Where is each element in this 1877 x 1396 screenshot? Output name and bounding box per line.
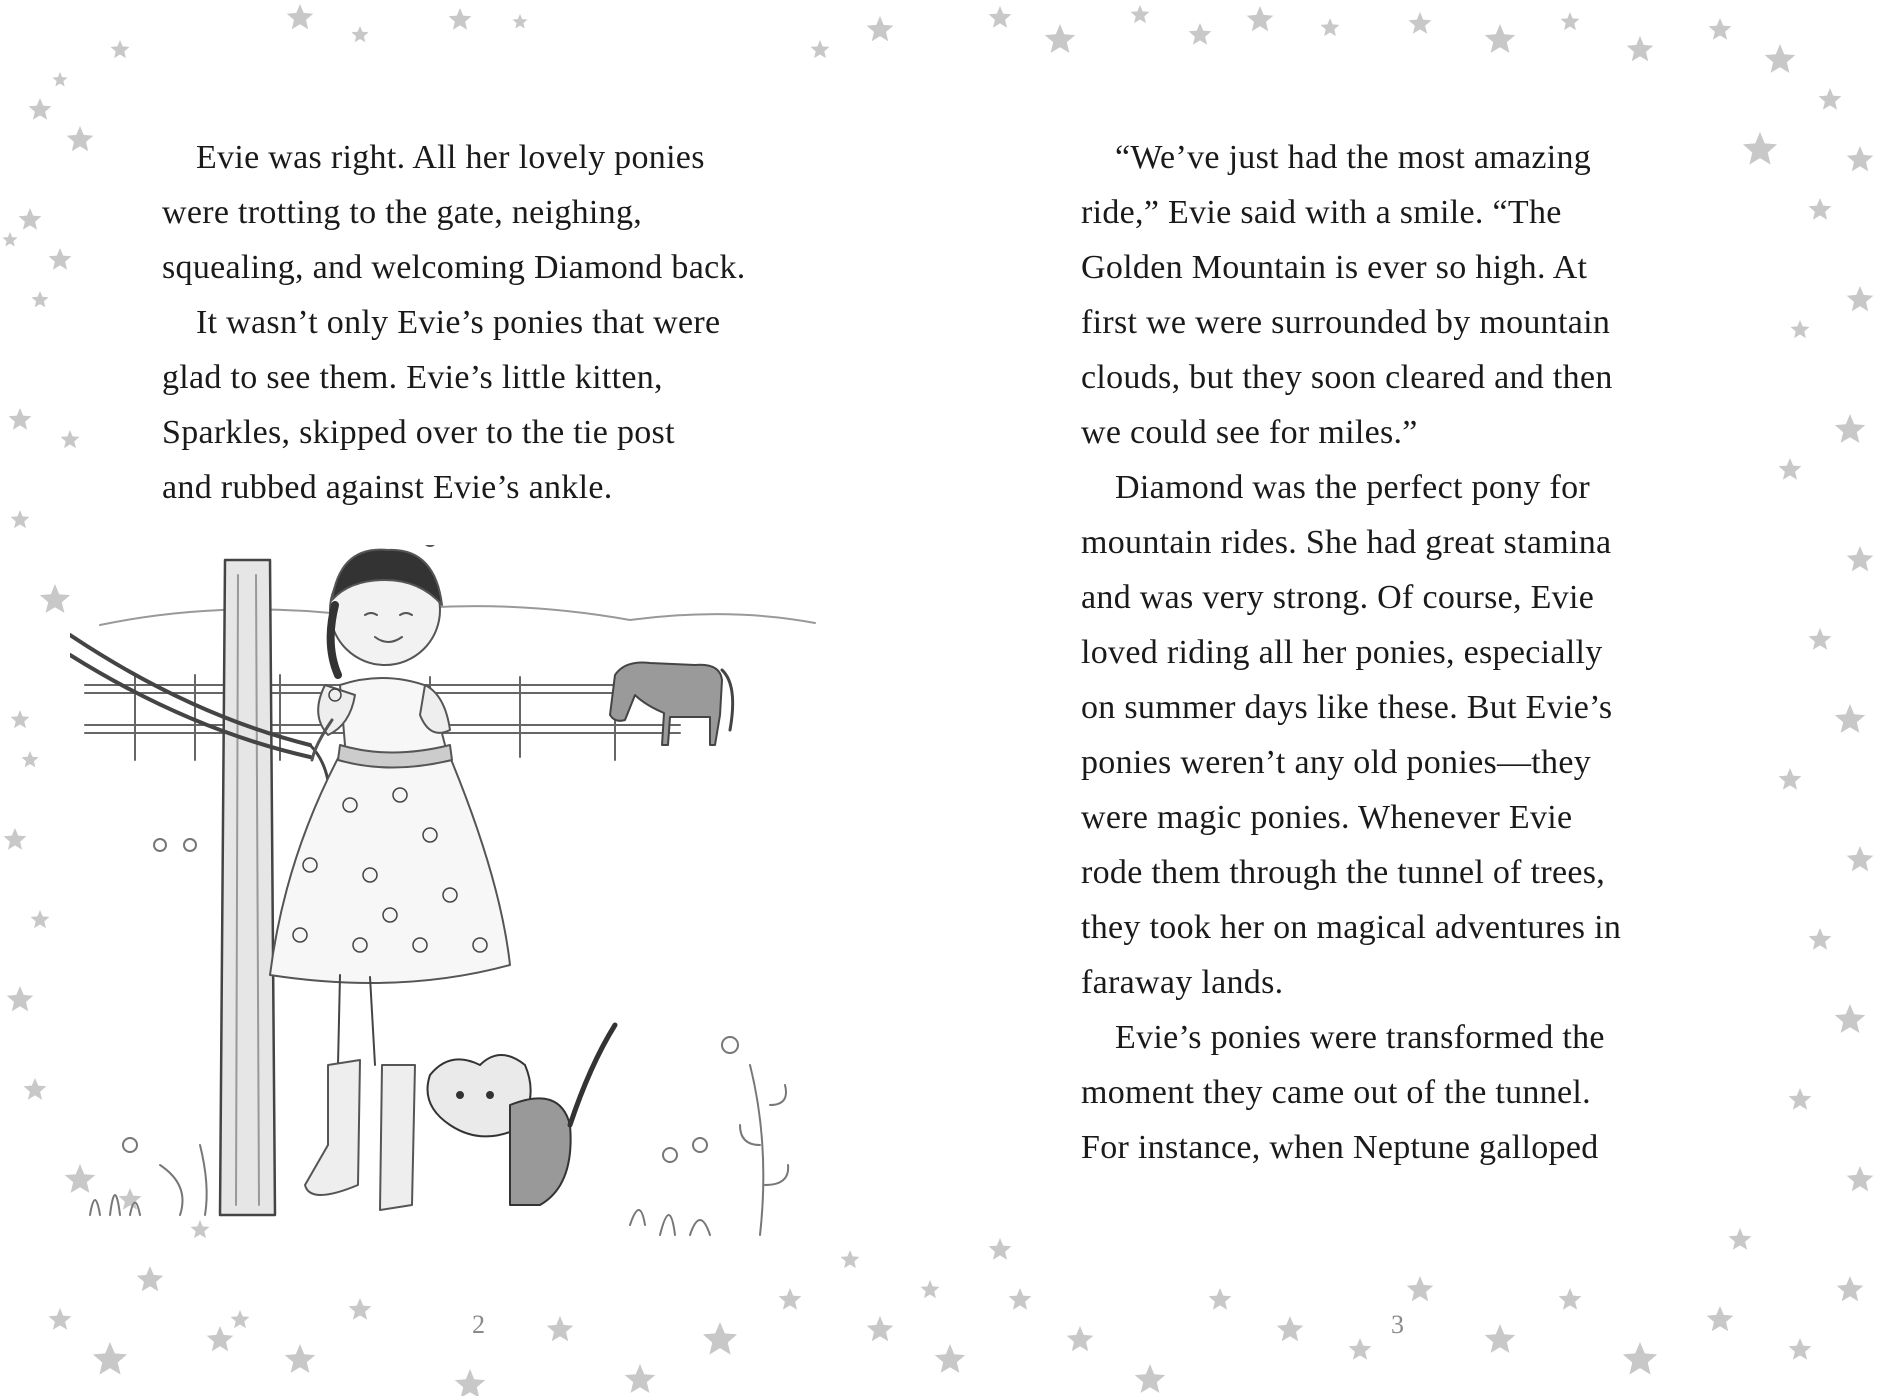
text-line: ride,” Evie said with a smile. “The bbox=[1081, 194, 1562, 231]
text-line: they took her on magical adventures in bbox=[1081, 909, 1622, 946]
tie-post bbox=[220, 560, 275, 1215]
text-line: were trotting to the gate, neighing, bbox=[162, 194, 643, 231]
right-page bbox=[939, 0, 1877, 1396]
left-page bbox=[0, 0, 938, 1396]
text-line: “We’ve just had the most amazing bbox=[1115, 139, 1592, 176]
text-line: loved riding all her ponies, especially bbox=[1081, 634, 1603, 671]
text-line: on summer days like these. But Evie’s bbox=[1081, 689, 1613, 726]
text-line: mountain rides. She had great stamina bbox=[1081, 524, 1612, 561]
page-number: 2 bbox=[472, 1310, 485, 1339]
left-page-text bbox=[162, 130, 812, 515]
text-line: ponies weren’t any old ponies—they bbox=[1081, 744, 1592, 781]
text-line: and was very strong. Of course, Evie bbox=[1081, 579, 1595, 616]
kitten-sketch bbox=[428, 1025, 616, 1205]
text-line: Sparkles, skipped over to the tie post bbox=[162, 414, 675, 451]
girl-boot bbox=[305, 1060, 360, 1195]
text-line: rode them through the tunnel of trees, bbox=[1081, 854, 1606, 891]
text-line: clouds, but they soon cleared and then bbox=[1081, 359, 1613, 396]
page-number: 3 bbox=[1391, 1310, 1404, 1339]
text-line: faraway lands. bbox=[1081, 964, 1284, 1001]
text-line: For instance, when Neptune galloped bbox=[1081, 1129, 1599, 1166]
hills bbox=[100, 606, 815, 625]
text-line: It wasn’t only Evie’s ponies that were bbox=[196, 304, 721, 341]
text-line: Evie was right. All her lovely ponies bbox=[196, 139, 705, 176]
text-line: Diamond was the perfect pony for bbox=[1115, 469, 1591, 506]
girl-kitten-pony-illustration bbox=[70, 545, 830, 1265]
girl-boot bbox=[380, 1065, 415, 1210]
text-line: Evie’s ponies were transformed the bbox=[1115, 1019, 1605, 1056]
text-line: first we were surrounded by mountain bbox=[1081, 304, 1611, 341]
text-line: squealing, and welcoming Diamond back. bbox=[162, 249, 746, 286]
text-line: were magic ponies. Whenever Evie bbox=[1081, 799, 1573, 836]
text-line: we could see for miles.” bbox=[1081, 414, 1418, 451]
text-line: and rubbed against Evie’s ankle. bbox=[162, 469, 613, 506]
text-line: glad to see them. Evie’s little kitten, bbox=[162, 359, 663, 396]
text-line: moment they came out of the tunnel. bbox=[1081, 1074, 1591, 1111]
right-page-text bbox=[1081, 130, 1731, 1175]
leash bbox=[70, 635, 310, 745]
text-line: Golden Mountain is ever so high. At bbox=[1081, 249, 1588, 286]
